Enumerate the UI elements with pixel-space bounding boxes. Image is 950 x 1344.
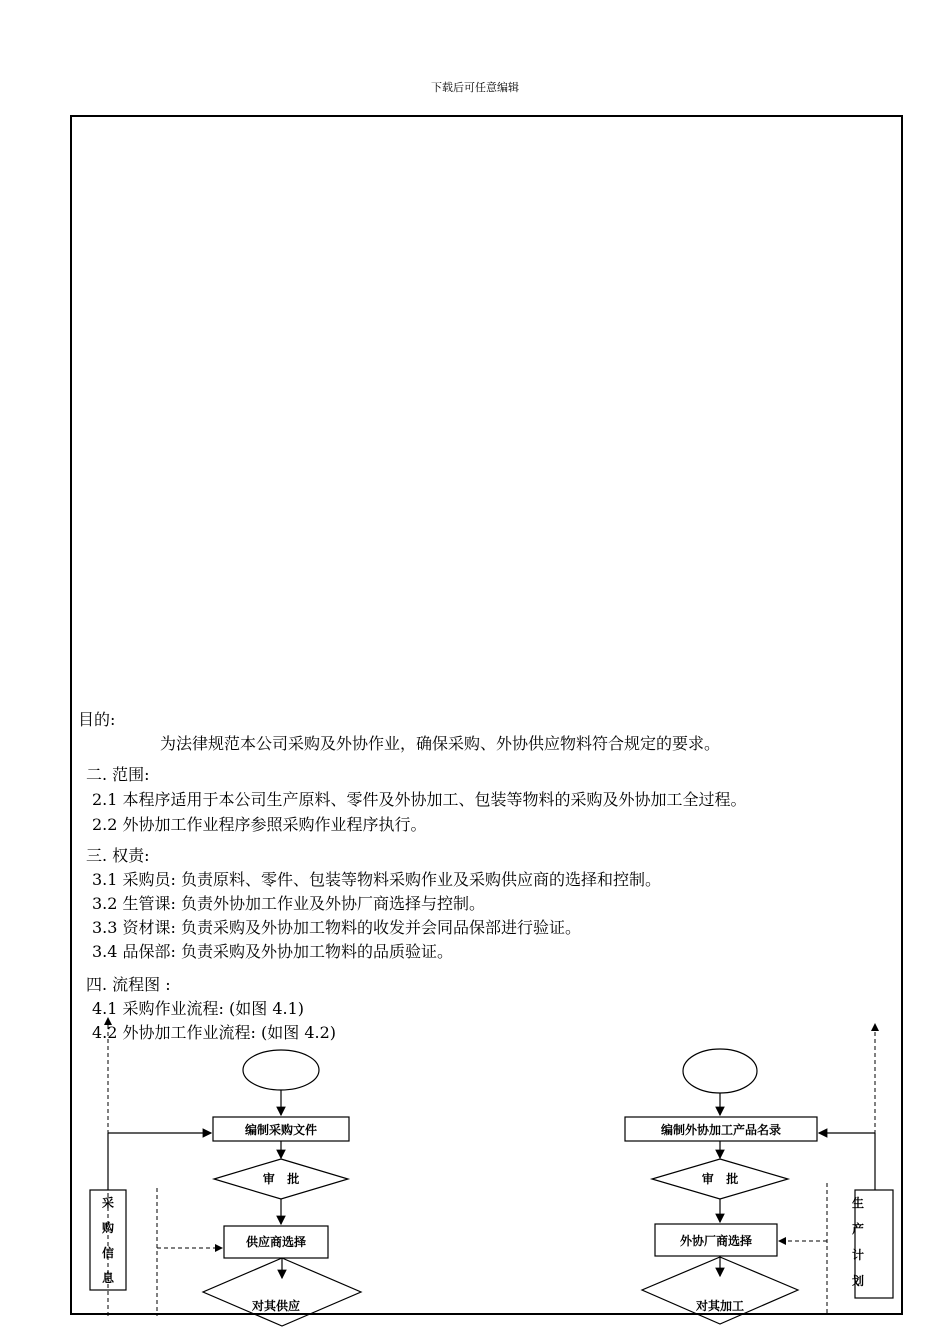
right-approve-label: 审 批 — [701, 1172, 739, 1186]
scope-2-1: 2.1 本程序适用于本公司生产原料、零件及外协加工、包装等物料的采购及外协加工全过程。 — [92, 790, 747, 809]
flow-4-1: 4.1 采购作业流程: (如图 4.1) — [92, 999, 305, 1018]
left-approve-label: 审 批 — [262, 1172, 300, 1186]
left-side-char-2: 购 — [101, 1221, 115, 1235]
left-compile-label: 编制采购文件 — [244, 1123, 318, 1137]
scope-2-2: 2.2 外协加工作业程序参照采购作业程序执行。 — [92, 815, 427, 834]
flow-4-2: 4.2 外协加工作业流程: (如图 4.2) — [92, 1023, 337, 1042]
left-side-char-4: 息 — [101, 1271, 115, 1285]
duty-3-1: 3.1 采购员: 负责原料、零件、包装等物料采购作业及采购供应商的选择和控制。 — [92, 870, 662, 889]
left-select-label: 供应商选择 — [245, 1235, 307, 1249]
left-partial-label: 对其供应 — [251, 1299, 301, 1313]
right-compile-label: 编制外协加工产品名录 — [660, 1123, 782, 1137]
right-side-char-1: 生 — [851, 1196, 865, 1210]
purpose-title: 目的: — [78, 710, 116, 729]
duty-3-2: 3.2 生管课: 负责外协加工作业及外协厂商选择与控制。 — [92, 894, 486, 913]
left-side-char-3: 信 — [101, 1246, 115, 1260]
left-side-char-1: 采 — [101, 1196, 115, 1210]
duty-3-4: 3.4 品保部: 负责采购及外协加工物料的品质验证。 — [92, 942, 454, 961]
duty-3-3: 3.3 资材课: 负责采购及外协加工物料的收发并会同品保部进行验证。 — [92, 918, 582, 937]
header-note: 下载后可任意编辑 — [431, 81, 519, 94]
duty-title: 三. 权责: — [86, 846, 150, 865]
scope-title: 二. 范围: — [86, 765, 150, 784]
right-side-char-3: 计 — [851, 1248, 865, 1262]
right-side-char-4: 划 — [851, 1274, 865, 1288]
flow-title: 四. 流程图 : — [86, 975, 171, 994]
right-side-char-2: 产 — [851, 1222, 865, 1236]
left-start-ellipse — [243, 1050, 319, 1090]
right-partial-label: 对其加工 — [695, 1299, 745, 1313]
right-select-label: 外协厂商选择 — [679, 1234, 753, 1248]
right-start-ellipse — [683, 1049, 757, 1093]
purpose-text: 为法律规范本公司采购及外协作业，确保采购、外协供应物料符合规定的要求。 — [160, 734, 721, 753]
